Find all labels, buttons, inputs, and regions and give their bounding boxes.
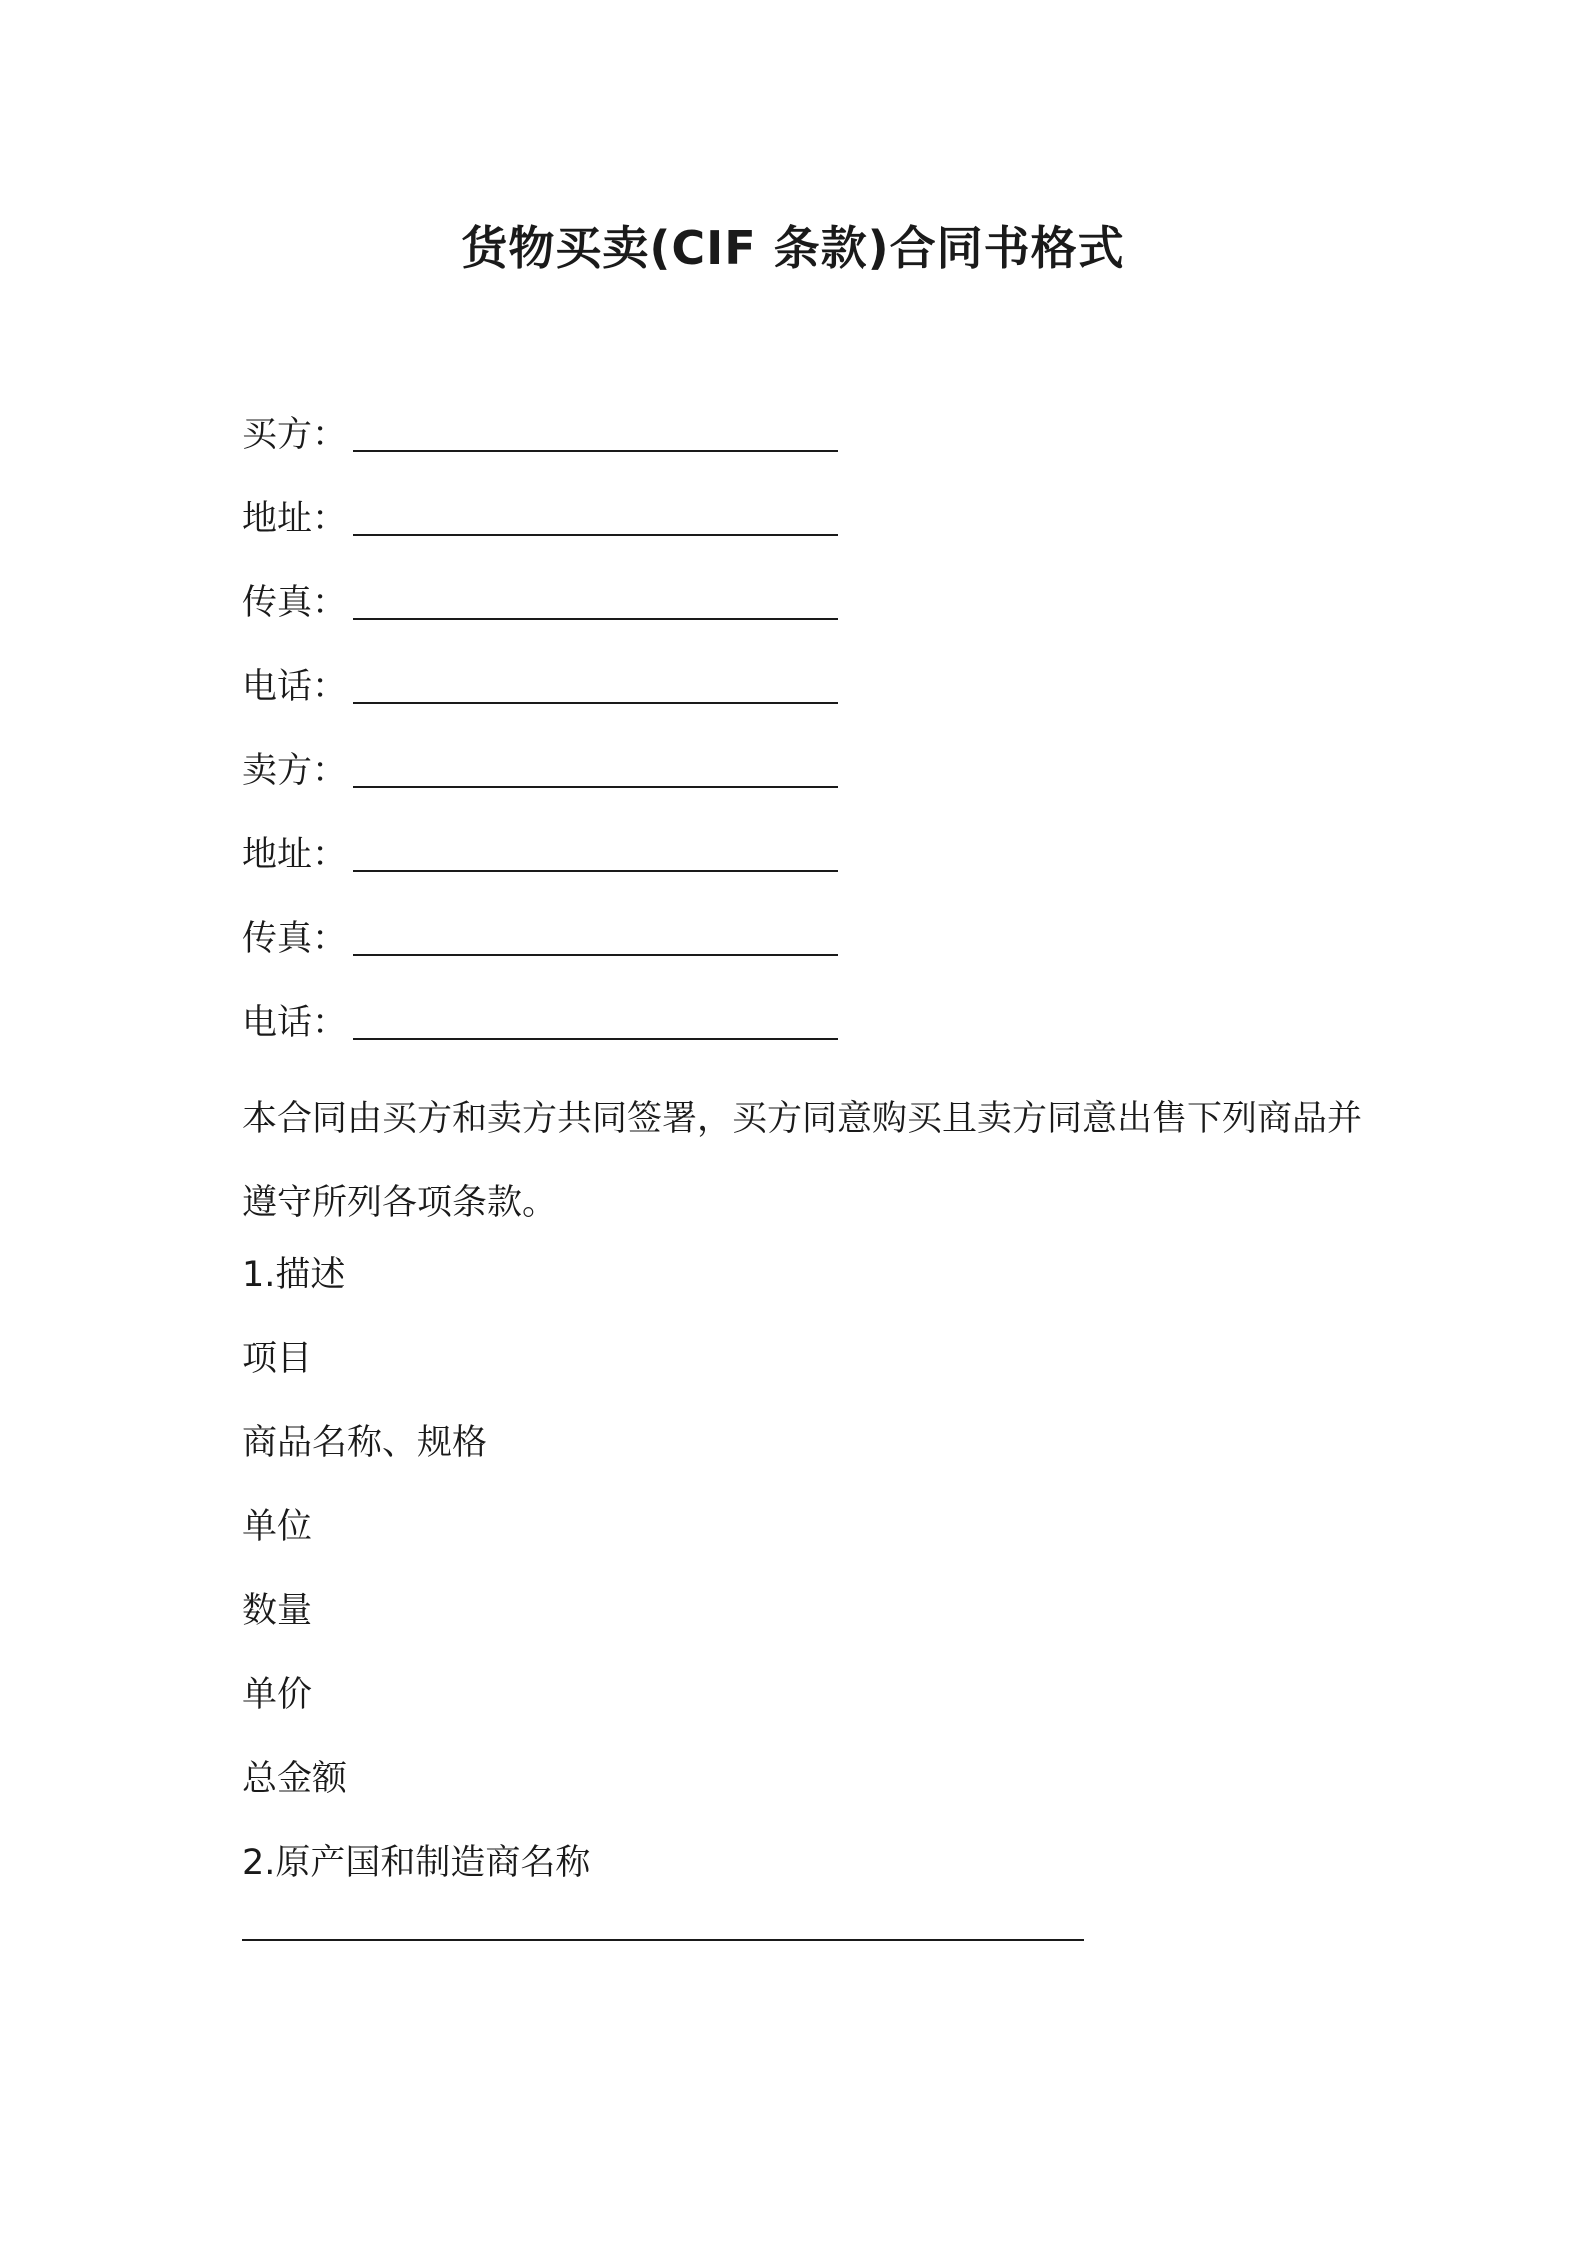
seller-phone-field[interactable] xyxy=(242,993,1352,1077)
description-item: 总金额 xyxy=(242,1759,348,1799)
field-label: 电话： xyxy=(242,1003,348,1043)
seller-fax-field[interactable] xyxy=(242,909,1352,993)
field-label: 传真： xyxy=(242,583,348,623)
field-label: 电话： xyxy=(242,667,348,707)
manufacturer-blank-line[interactable] xyxy=(242,1939,1084,1941)
blank-line[interactable] xyxy=(353,410,838,452)
section-2-heading: 2.原产国和制造商名称 xyxy=(242,1843,591,1883)
section-1-heading: 1.描述 xyxy=(242,1255,346,1295)
description-item: 单位 xyxy=(242,1507,313,1547)
field-label: 地址： xyxy=(242,499,348,539)
blank-line[interactable] xyxy=(353,914,838,956)
blank-line[interactable] xyxy=(353,662,838,704)
buyer-fax-field[interactable] xyxy=(242,573,1352,657)
field-label: 卖方： xyxy=(242,751,348,791)
seller-address-field[interactable] xyxy=(242,825,1352,909)
seller-name-field[interactable] xyxy=(242,741,1352,825)
buyer-name-field[interactable] xyxy=(242,405,1352,489)
blank-line[interactable] xyxy=(353,494,838,536)
buyer-address-field[interactable] xyxy=(242,489,1352,573)
intro-paragraph: 本合同由买方和卖方共同签署，买方同意购买且卖方同意出售下列商品并遵守所列各项条款。 xyxy=(242,1099,1363,1223)
document-body xyxy=(242,405,1363,1941)
description-item: 单价 xyxy=(242,1675,313,1715)
field-label: 买方： xyxy=(242,415,348,455)
blank-line[interactable] xyxy=(353,998,838,1040)
blank-line[interactable] xyxy=(353,830,838,872)
description-item: 项目 xyxy=(242,1339,313,1379)
description-item: 数量 xyxy=(242,1591,313,1631)
document-title: 货物买卖(CIF 条款)合同书格式 xyxy=(461,221,1125,275)
blank-line[interactable] xyxy=(353,746,838,788)
buyer-phone-field[interactable] xyxy=(242,657,1352,741)
description-item: 商品名称、规格 xyxy=(242,1423,488,1463)
field-label: 传真： xyxy=(242,919,348,959)
field-label: 地址： xyxy=(242,835,348,875)
blank-line[interactable] xyxy=(353,578,838,620)
